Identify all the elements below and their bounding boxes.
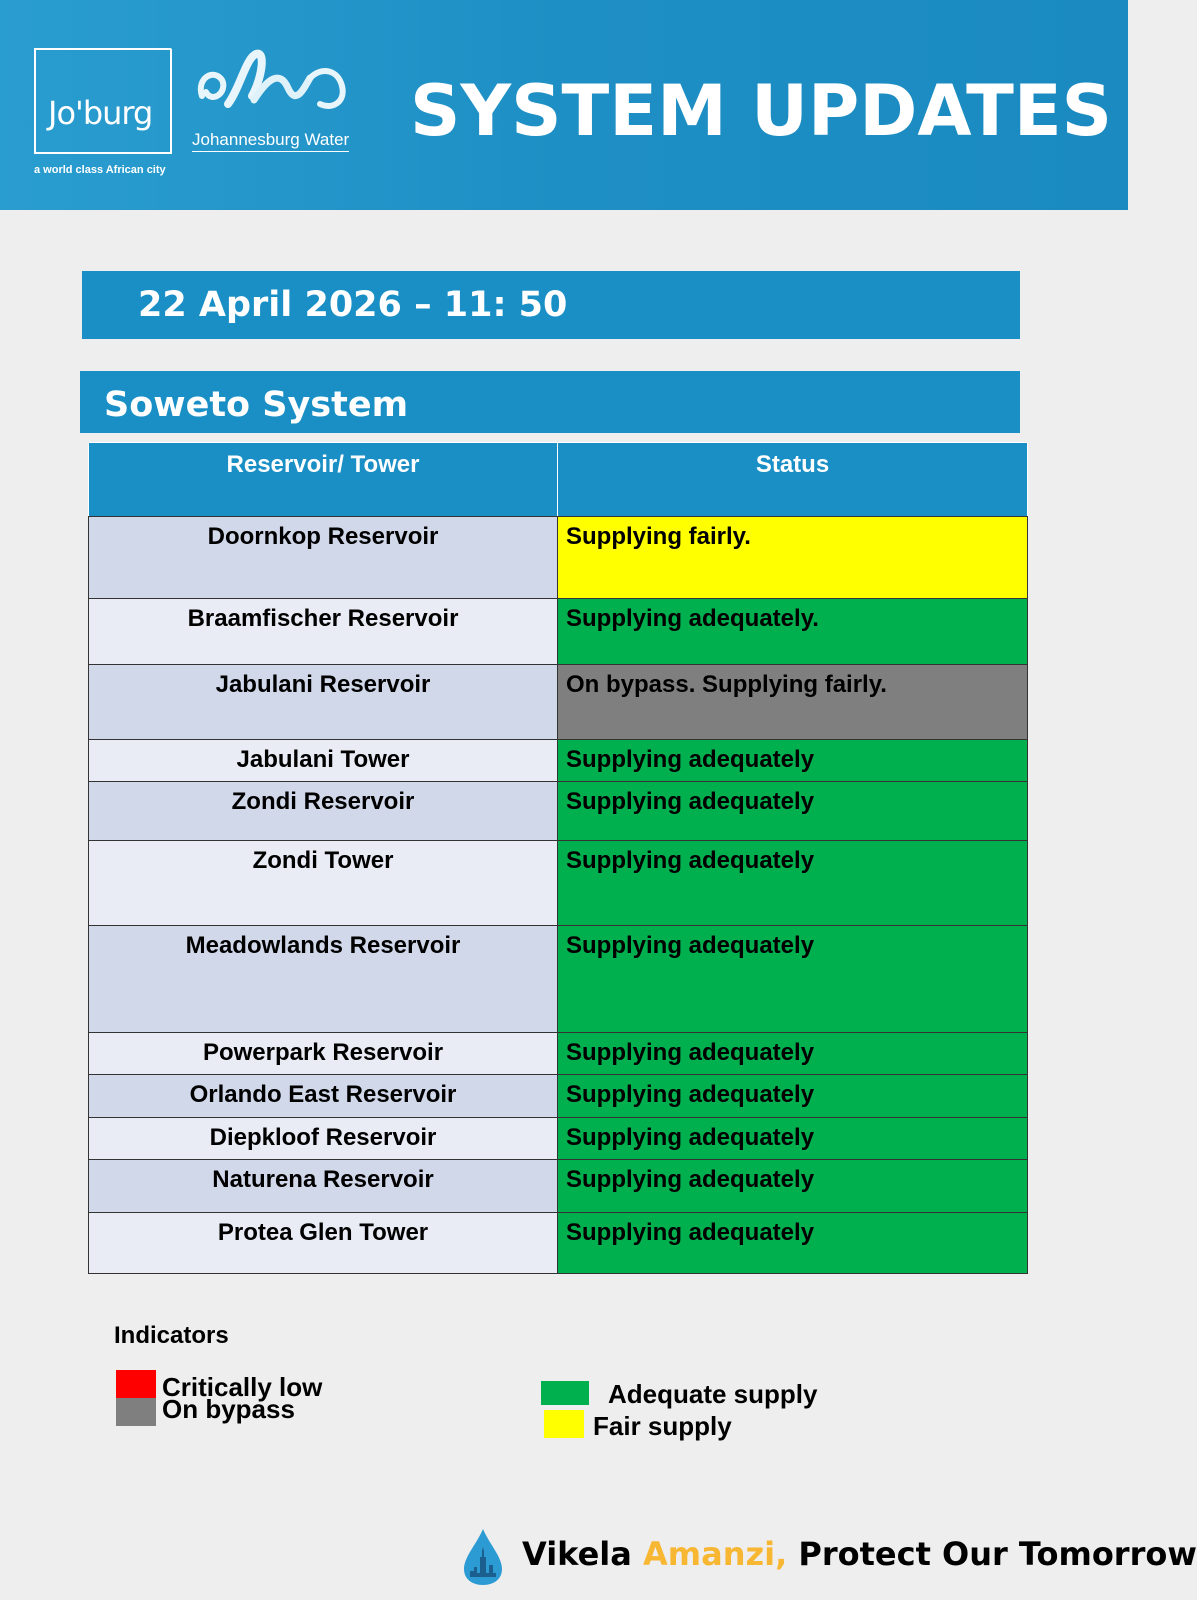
table-row [89, 841, 1028, 926]
footer-text-part1: Vikela [522, 1535, 643, 1573]
header-banner [0, 0, 1128, 210]
update-datetime: 22 April 2026 – 11: 50 [138, 285, 568, 325]
reservoir-name: Orlando East Reservoir [89, 1075, 558, 1118]
reservoir-status: Supplying adequately [558, 1118, 1028, 1160]
reservoir-status: Supplying adequately [558, 1160, 1028, 1213]
footer-text [522, 1535, 1197, 1573]
reservoir-name: Meadowlands Reservoir [89, 926, 558, 1033]
legend-label: Fair supply [593, 1411, 732, 1441]
reservoir-status: Supplying adequately [558, 1075, 1028, 1118]
reservoir-status: Supplying adequately [558, 1213, 1028, 1274]
joburg-tagline: a world class African city [34, 164, 166, 176]
joburg-logo [34, 48, 174, 183]
page-title: SYSTEM UPDATES [410, 70, 1113, 152]
legend-swatch-yellow [544, 1410, 584, 1438]
column-header-reservoir: Reservoir/ Tower [89, 443, 558, 517]
reservoir-name: Braamfischer Reservoir [89, 599, 558, 665]
legend-label: Adequate supply [608, 1379, 818, 1409]
table-row [89, 782, 1028, 841]
table-row [89, 1118, 1028, 1160]
water-wave-icon [192, 48, 362, 128]
table-header-row [89, 443, 1028, 517]
reservoir-status: Supplying adequately [558, 926, 1028, 1033]
legend-swatch-grey [116, 1398, 156, 1426]
footer-slogan [462, 1523, 1197, 1593]
legend-swatch-red [116, 1370, 156, 1398]
table-row [89, 1160, 1028, 1213]
indicators-title: Indicators [114, 1322, 229, 1349]
legend-label: On bypass [162, 1394, 295, 1424]
reservoir-name: Doornkop Reservoir [89, 517, 558, 599]
reservoir-status: Supplying adequately [558, 1033, 1028, 1075]
table-row [89, 599, 1028, 665]
johannesburg-water-text: Johannesburg Water [192, 130, 349, 152]
table-row [89, 740, 1028, 782]
reservoir-status: Supplying adequately. [558, 599, 1028, 665]
table-row [89, 517, 1028, 599]
reservoir-name: Zondi Tower [89, 841, 558, 926]
reservoir-status: Supplying adequately [558, 740, 1028, 782]
reservoir-status: Supplying adequately [558, 782, 1028, 841]
reservoir-name: Protea Glen Tower [89, 1213, 558, 1274]
johannesburg-water-logo [192, 48, 372, 158]
water-drop-city-icon [462, 1527, 504, 1587]
reservoir-name: Powerpark Reservoir [89, 1033, 558, 1075]
legend-label: Critically low [162, 1372, 323, 1402]
table-row [89, 926, 1028, 1033]
legend-swatch-green [541, 1381, 589, 1405]
footer-text-accent: Amanzi, [643, 1535, 788, 1573]
table-row [89, 1213, 1028, 1274]
table-row [89, 1033, 1028, 1075]
reservoir-status: On bypass. Supplying fairly. [558, 665, 1028, 740]
date-banner [82, 271, 1020, 339]
reservoir-status: Supplying adequately [558, 841, 1028, 926]
reservoir-name: Diepkloof Reservoir [89, 1118, 558, 1160]
footer-text-part3: Protect Our Tomorrow [787, 1535, 1197, 1573]
column-header-status: Status [558, 443, 1028, 517]
system-name: Soweto System [104, 385, 409, 425]
system-banner [80, 371, 1020, 433]
table-row [89, 665, 1028, 740]
reservoir-name: Naturena Reservoir [89, 1160, 558, 1213]
status-table [88, 442, 1028, 1274]
table-row [89, 1075, 1028, 1118]
joburg-logo-text: Jo'burg [48, 94, 153, 132]
reservoir-name: Jabulani Tower [89, 740, 558, 782]
reservoir-status: Supplying fairly. [558, 517, 1028, 599]
reservoir-name: Zondi Reservoir [89, 782, 558, 841]
reservoir-name: Jabulani Reservoir [89, 665, 558, 740]
